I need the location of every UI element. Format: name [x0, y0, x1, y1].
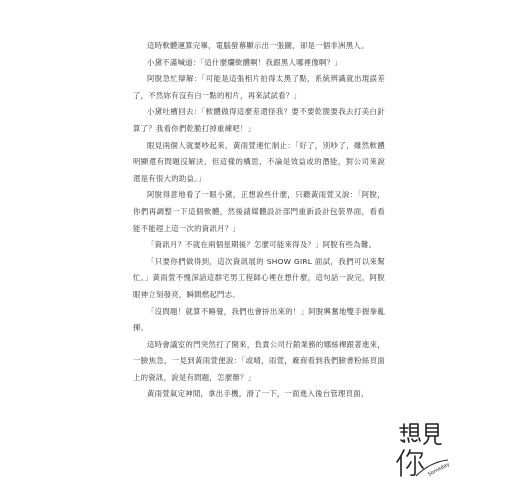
paragraph: 黃雨萱氣定神閒，拿出手機，滑了一下，一面進入後台管理頁面，	[147, 389, 369, 399]
svg-text:Someday: Someday	[427, 461, 451, 478]
paragraph: 「只要你們做得到，這次資訊展的 SHOW GIRL 面試，我們可以來幫忙。」黃雨萱不愧深諳這群宅男工程師心裡在想什麼，這句話一說完，阿脫眼神立刻發亮，瞬間燃起鬥志。	[133, 256, 385, 299]
paragraph: 小黛不滿喊道：「這什麼爛軟體啊！我跟黑人哪裡像啊？」	[147, 57, 342, 67]
paragraph: 這時會議室的門突然打了開來，負責公司行銷業務的娜絲稞跟著進來，一臉焦急，一見到黃雨萱便說：「或晴，雨萱，廠商看到我們臉書粉絲頁面上的資訊，說是有問題，怎麼辦？」	[133, 339, 385, 382]
paragraph: 這時軟體運算完畢，電腦螢幕顯示出一張圖，卻是一個非洲黑人。	[147, 41, 369, 50]
logo-stamp	[392, 420, 452, 480]
paragraph: 「沒問題！就算不睡覺，我們也會拚出來的！」阿脫興奮地雙手握拳亂揮。	[133, 306, 385, 333]
paragraph: 眼見兩個人就要吵起來，黃雨萱連忙制止：「好了，別吵了，雖然軟體明顯還有問題沒解決，但這樣的構思，不論是效益或的潛能，對公司來說還是有很大的助益。」	[133, 140, 385, 183]
paragraph: 小黛吐槽回去：「軟體做得這麼差還怪我？要不要乾脆要我去打美白針算了？我看你們乾脆打掉重練吧！」	[133, 107, 385, 133]
body-text	[133, 38, 385, 403]
paragraph: 阿脫急忙辯解：「可能是這張相片拍得太黑了點，系統辨識就出現誤差了，不然妳有沒有白一點的相片，再來試試看？」	[133, 74, 385, 100]
paragraph: 「資訊月？不就在兩個星期後？怎麼可能來得及？」阿脫有些為難。	[147, 240, 377, 250]
paragraph: 阿脫得意地看了一眼小黛，正想說些什麼，只聽黃雨萱又說：「阿脫，你們再調整一下這個軟體，然後請媒體設計部門重新設計包裝界面，看看能不能趕上這一次的資訊月？」	[133, 190, 385, 233]
